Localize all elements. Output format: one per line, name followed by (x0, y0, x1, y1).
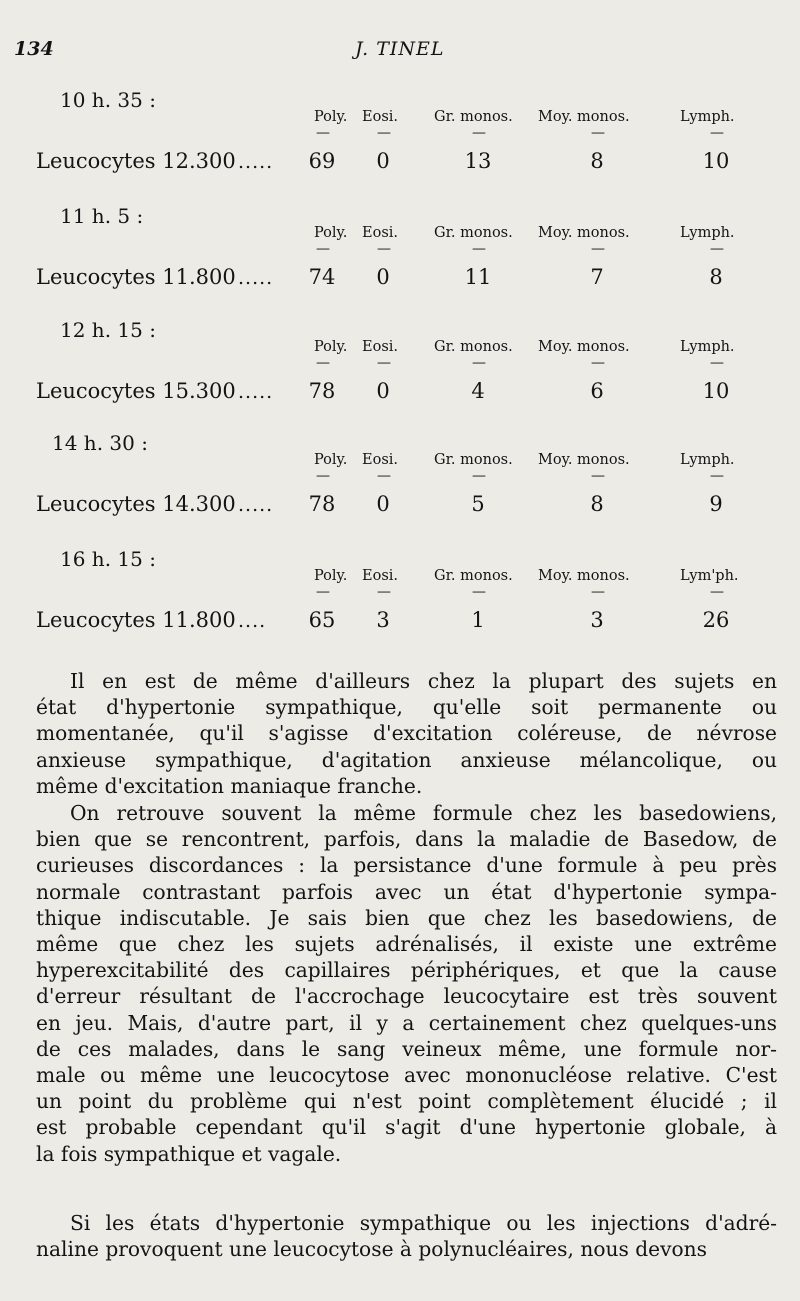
column-header-rule: — (710, 584, 724, 600)
column-header-rule: — (591, 355, 605, 371)
column-header-rule: — (377, 241, 391, 257)
column-header: Moy. monos. (538, 109, 630, 125)
column-header: Moy. monos. (538, 225, 630, 241)
cell-value: 9 (709, 492, 723, 516)
text-line: naline provoquent une leucocytose à polynucléaires, nous devons (36, 1237, 708, 1262)
column-header-rule: — (710, 355, 724, 371)
column-header: Poly. (314, 109, 348, 125)
cell-value: 6 (590, 379, 604, 403)
text-line: la fois sympathique et vagale. (36, 1141, 342, 1166)
leader-dots: ..... (238, 381, 274, 403)
column-header: Lymph. (680, 452, 735, 468)
cell-value: 8 (590, 492, 604, 516)
cell-value: 74 (308, 265, 336, 289)
cell-value: 10 (702, 379, 730, 403)
cell-value: 0 (376, 492, 390, 516)
text-line: un point du problème qui n'est point complètement élucidé ; il (36, 1089, 777, 1114)
text-line: d'erreur résultant de l'accrochage leucocytaire est très souvent (36, 984, 777, 1009)
column-header: Gr. monos. (434, 339, 513, 355)
column-header: Poly. (314, 339, 348, 355)
paragraph (36, 668, 777, 799)
page-number: 134 (14, 38, 54, 60)
column-header: Moy. monos. (538, 568, 630, 584)
text-line: momentanée, qu'il s'agisse d'excitation coléreuse, de névrose (36, 721, 777, 746)
leucocyte-count-label: Leucocytes 11.800 (36, 608, 236, 632)
column-header-rule: — (377, 468, 391, 484)
column-header-rule: — (710, 125, 724, 141)
text-line: même que chez les sujets adrénalisés, il existe une extrême (36, 932, 777, 957)
text-line: de ces malades, dans le sang veineux même, une formule nor- (36, 1036, 777, 1061)
text-line: Il en est de même d'ailleurs chez la plupart des sujets en (70, 669, 777, 693)
leader-dots: .... (238, 610, 267, 632)
column-header: Lymph. (680, 225, 735, 241)
column-header: Poly. (314, 225, 348, 241)
text-line: est probable cependant qu'il s'agit d'une hypertonie globale, à (36, 1115, 777, 1140)
column-header: Eosi. (362, 225, 399, 241)
column-header: Poly. (314, 568, 348, 584)
text-line: en jeu. Mais, d'autre part, il y a certainement chez quelques-uns (36, 1010, 777, 1035)
column-header-rule: — (472, 468, 486, 484)
cell-value: 10 (702, 149, 730, 173)
cell-value: 5 (471, 492, 485, 516)
text-line: normale contrastant parfois avec un état d'hypertonie sympa- (36, 879, 777, 904)
text-line: état d'hypertonie sympathique, qu'elle soit permanente ou (36, 695, 777, 720)
time-label: 16 h. 15 : (60, 547, 156, 571)
leader-dots: ..... (238, 267, 274, 289)
column-header-rule: — (316, 125, 330, 141)
column-header: Lym'ph. (680, 568, 739, 584)
column-header-rule: — (316, 355, 330, 371)
column-header-rule: — (710, 241, 724, 257)
column-header-rule: — (316, 241, 330, 257)
column-header-rule: — (591, 584, 605, 600)
column-header-rule: — (472, 584, 486, 600)
column-header: Eosi. (362, 339, 399, 355)
column-header: Moy. monos. (538, 452, 630, 468)
cell-value: 78 (308, 492, 336, 516)
column-header-rule: — (377, 355, 391, 371)
column-header: Poly. (314, 452, 348, 468)
column-header: Gr. monos. (434, 109, 513, 125)
cell-value: 11 (464, 265, 492, 289)
column-header-rule: — (472, 241, 486, 257)
text-line: bien que se rencontrent, parfois, dans la maladie de Basedow, de (36, 827, 777, 852)
leucocyte-count-label: Leucocytes 12.300 (36, 149, 236, 173)
column-header-rule: — (316, 584, 330, 600)
text-line: male ou même une leucocytose avec mononucléose relative. C'est (36, 1063, 777, 1088)
column-header: Lymph. (680, 339, 735, 355)
cell-value: 8 (709, 265, 723, 289)
cell-value: 0 (376, 379, 390, 403)
leader-dots: ..... (238, 151, 274, 173)
time-label: 12 h. 15 : (60, 318, 156, 342)
cell-value: 3 (590, 608, 604, 632)
cell-value: 7 (590, 265, 604, 289)
column-header-rule: — (377, 584, 391, 600)
cell-value: 4 (471, 379, 485, 403)
cell-value: 13 (464, 149, 492, 173)
column-header: Lymph. (680, 109, 735, 125)
leader-dots: ..... (238, 494, 274, 516)
paragraph (36, 800, 777, 1167)
cell-value: 0 (376, 149, 390, 173)
text-line: On retrouve souvent la même formule chez les basedowiens, (70, 801, 777, 825)
column-header-rule: — (591, 241, 605, 257)
column-header-rule: — (591, 468, 605, 484)
column-header-rule: — (710, 468, 724, 484)
column-header-rule: — (591, 125, 605, 141)
cell-value: 65 (308, 608, 336, 632)
leucocyte-count-label: Leucocytes 11.800 (36, 265, 236, 289)
column-header: Moy. monos. (538, 339, 630, 355)
text-line: même d'excitation maniaque franche. (36, 773, 423, 798)
column-header-rule: — (472, 125, 486, 141)
text-line: Si les états d'hypertonie sympathique ou les injections d'adré- (70, 1211, 777, 1235)
cell-value: 1 (471, 608, 485, 632)
column-header-rule: — (377, 125, 391, 141)
column-header: Eosi. (362, 452, 399, 468)
cell-value: 69 (308, 149, 336, 173)
text-line: curieuses discordances : la persistance d'une formule à peu près (36, 853, 777, 878)
column-header: Eosi. (362, 109, 399, 125)
cell-value: 78 (308, 379, 336, 403)
text-line: thique indiscutable. Je sais bien que chez les basedowiens, de (36, 905, 777, 930)
column-header: Gr. monos. (434, 568, 513, 584)
leucocyte-count-label: Leucocytes 14.300 (36, 492, 236, 516)
column-header: Gr. monos. (434, 225, 513, 241)
cell-value: 0 (376, 265, 390, 289)
column-header-rule: — (472, 355, 486, 371)
cell-value: 3 (376, 608, 390, 632)
text-line: anxieuse sympathique, d'agitation anxieuse mélancolique, ou (36, 747, 777, 772)
leucocyte-count-label: Leucocytes 15.300 (36, 379, 236, 403)
column-header: Eosi. (362, 568, 399, 584)
time-label: 11 h. 5 : (60, 204, 144, 228)
time-label: 10 h. 35 : (60, 88, 156, 112)
text-line: hyperexcitabilité des capillaires périphériques, et que la cause (36, 958, 777, 983)
column-header: Gr. monos. (434, 452, 513, 468)
cell-value: 26 (702, 608, 730, 632)
running-head-author: J. TINEL (355, 38, 445, 60)
cell-value: 8 (590, 149, 604, 173)
paragraph (36, 1210, 777, 1262)
column-header-rule: — (316, 468, 330, 484)
time-label: 14 h. 30 : (52, 431, 148, 455)
